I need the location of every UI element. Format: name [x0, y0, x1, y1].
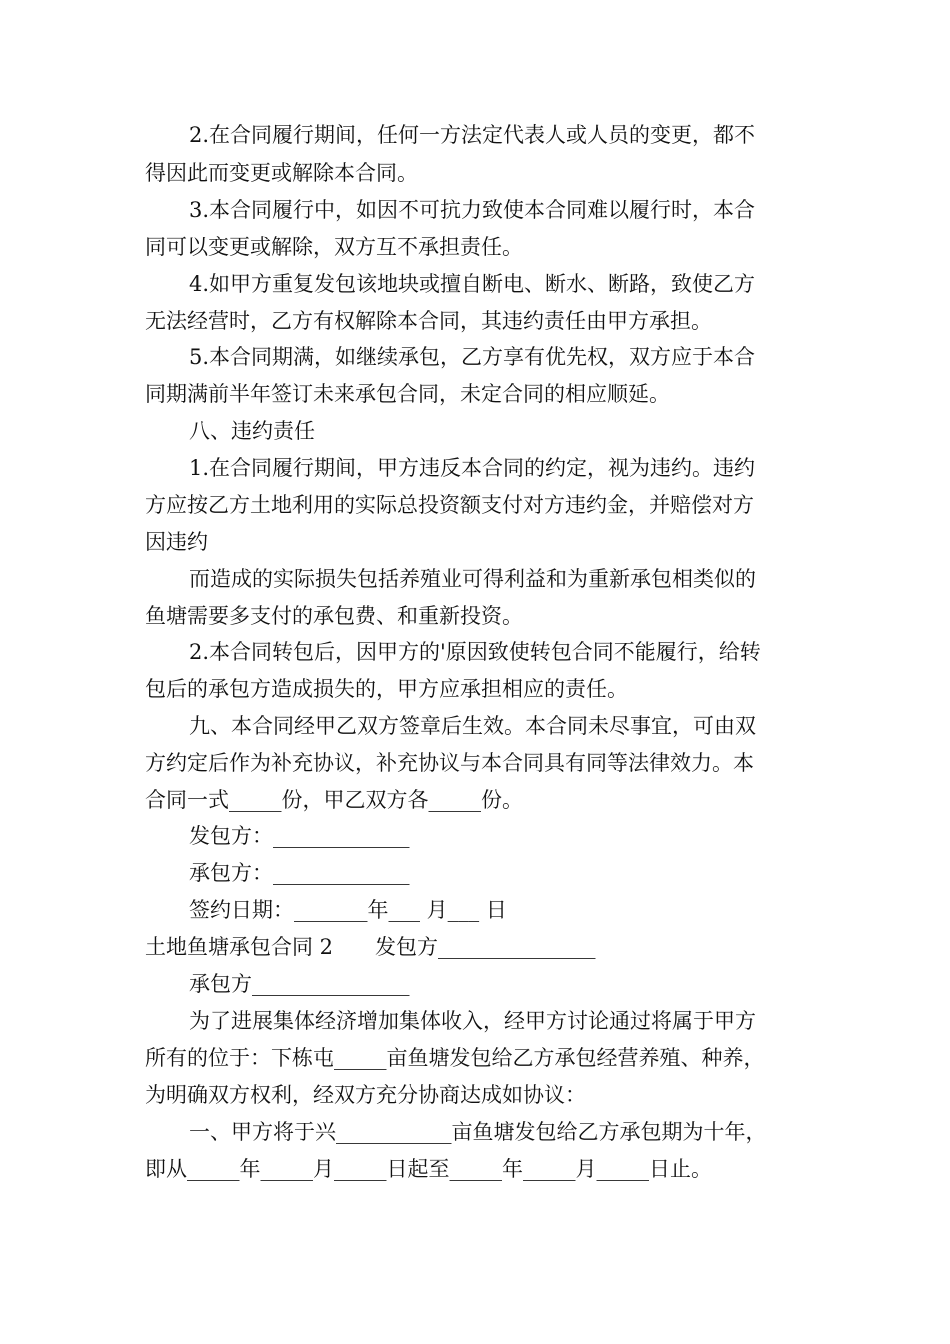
text-line: 包后的承包方造成损失的，甲方应承担相应的责任。 [145, 677, 628, 701]
text-line: 一、甲方将于兴___________亩鱼塘发包给乙方承包期为十年， [189, 1120, 767, 1144]
text-line: 鱼塘需要多支付的承包费、和重新投资。 [145, 604, 523, 628]
text-line: 同期满前半年签订未来承包合同，未定合同的相应顺延。 [145, 382, 670, 406]
text-line: 方应按乙方土地利用的实际总投资额支付对方违约金，并赔偿对方 [145, 493, 754, 517]
text-line: 合同一式_____份，甲乙双方各_____份。 [145, 788, 523, 812]
text-line: 无法经营时，乙方有权解除本合同，其违约责任由甲方承担。 [145, 309, 712, 333]
signature-line-issuer: 发包方：_____________ [189, 824, 410, 848]
text-line: 因违约 [145, 530, 208, 554]
text-line: 方约定后作为补充协议，补充协议与本合同具有同等法律效力。本 [145, 751, 754, 775]
text-line: 4.如甲方重复发包该地块或擅自断电、断水、断路，致使乙方 [189, 272, 756, 296]
text-line: 3.本合同履行中，如因不可抗力致使本合同难以履行时，本合 [189, 198, 756, 222]
text-line: 2.本合同转包后，因甲方的'原因致使转包合同不能履行，给转 [189, 640, 761, 664]
text-line: 承包方_______________ [189, 972, 410, 996]
signing-date-line: 签约日期：_______年___ 月___ 日 [189, 898, 507, 922]
signature-line-contractor: 承包方：_____________ [189, 861, 410, 885]
text-line: 2.在合同履行期间，任何一方法定代表人或人员的变更，都不 [189, 123, 756, 147]
contract-title-line: 土地鱼塘承包合同 2 发包方_______________ [145, 935, 596, 959]
text-line: 而造成的实际损失包括养殖业可得利益和为重新承包相类似的 [189, 567, 756, 591]
text-line: 得因此而变更或解除本合同。 [145, 161, 418, 185]
section-heading: 八、违约责任 [189, 419, 315, 443]
text-line: 为明确双方权利，经双方充分协商达成如协议： [145, 1083, 586, 1107]
text-line: 同可以变更或解除，双方互不承担责任。 [145, 235, 523, 259]
text-line: 九、本合同经甲乙双方签章后生效。本合同未尽事宜，可由双 [189, 714, 756, 738]
text-line: 1.在合同履行期间，甲方违反本合同的约定，视为违约。违约 [189, 456, 756, 480]
text-line: 即从_____年_____月_____日起至_____年_____月_____日止。 [145, 1157, 712, 1181]
text-line: 5.本合同期满，如继续承包，乙方享有优先权，双方应于本合 [189, 345, 756, 369]
text-line: 为了进展集体经济增加集体收入，经甲方讨论通过将属于甲方 [189, 1009, 756, 1033]
text-line: 所有的位于：下栋屯_____亩鱼塘发包给乙方承包经营养殖、种养， [145, 1046, 765, 1070]
